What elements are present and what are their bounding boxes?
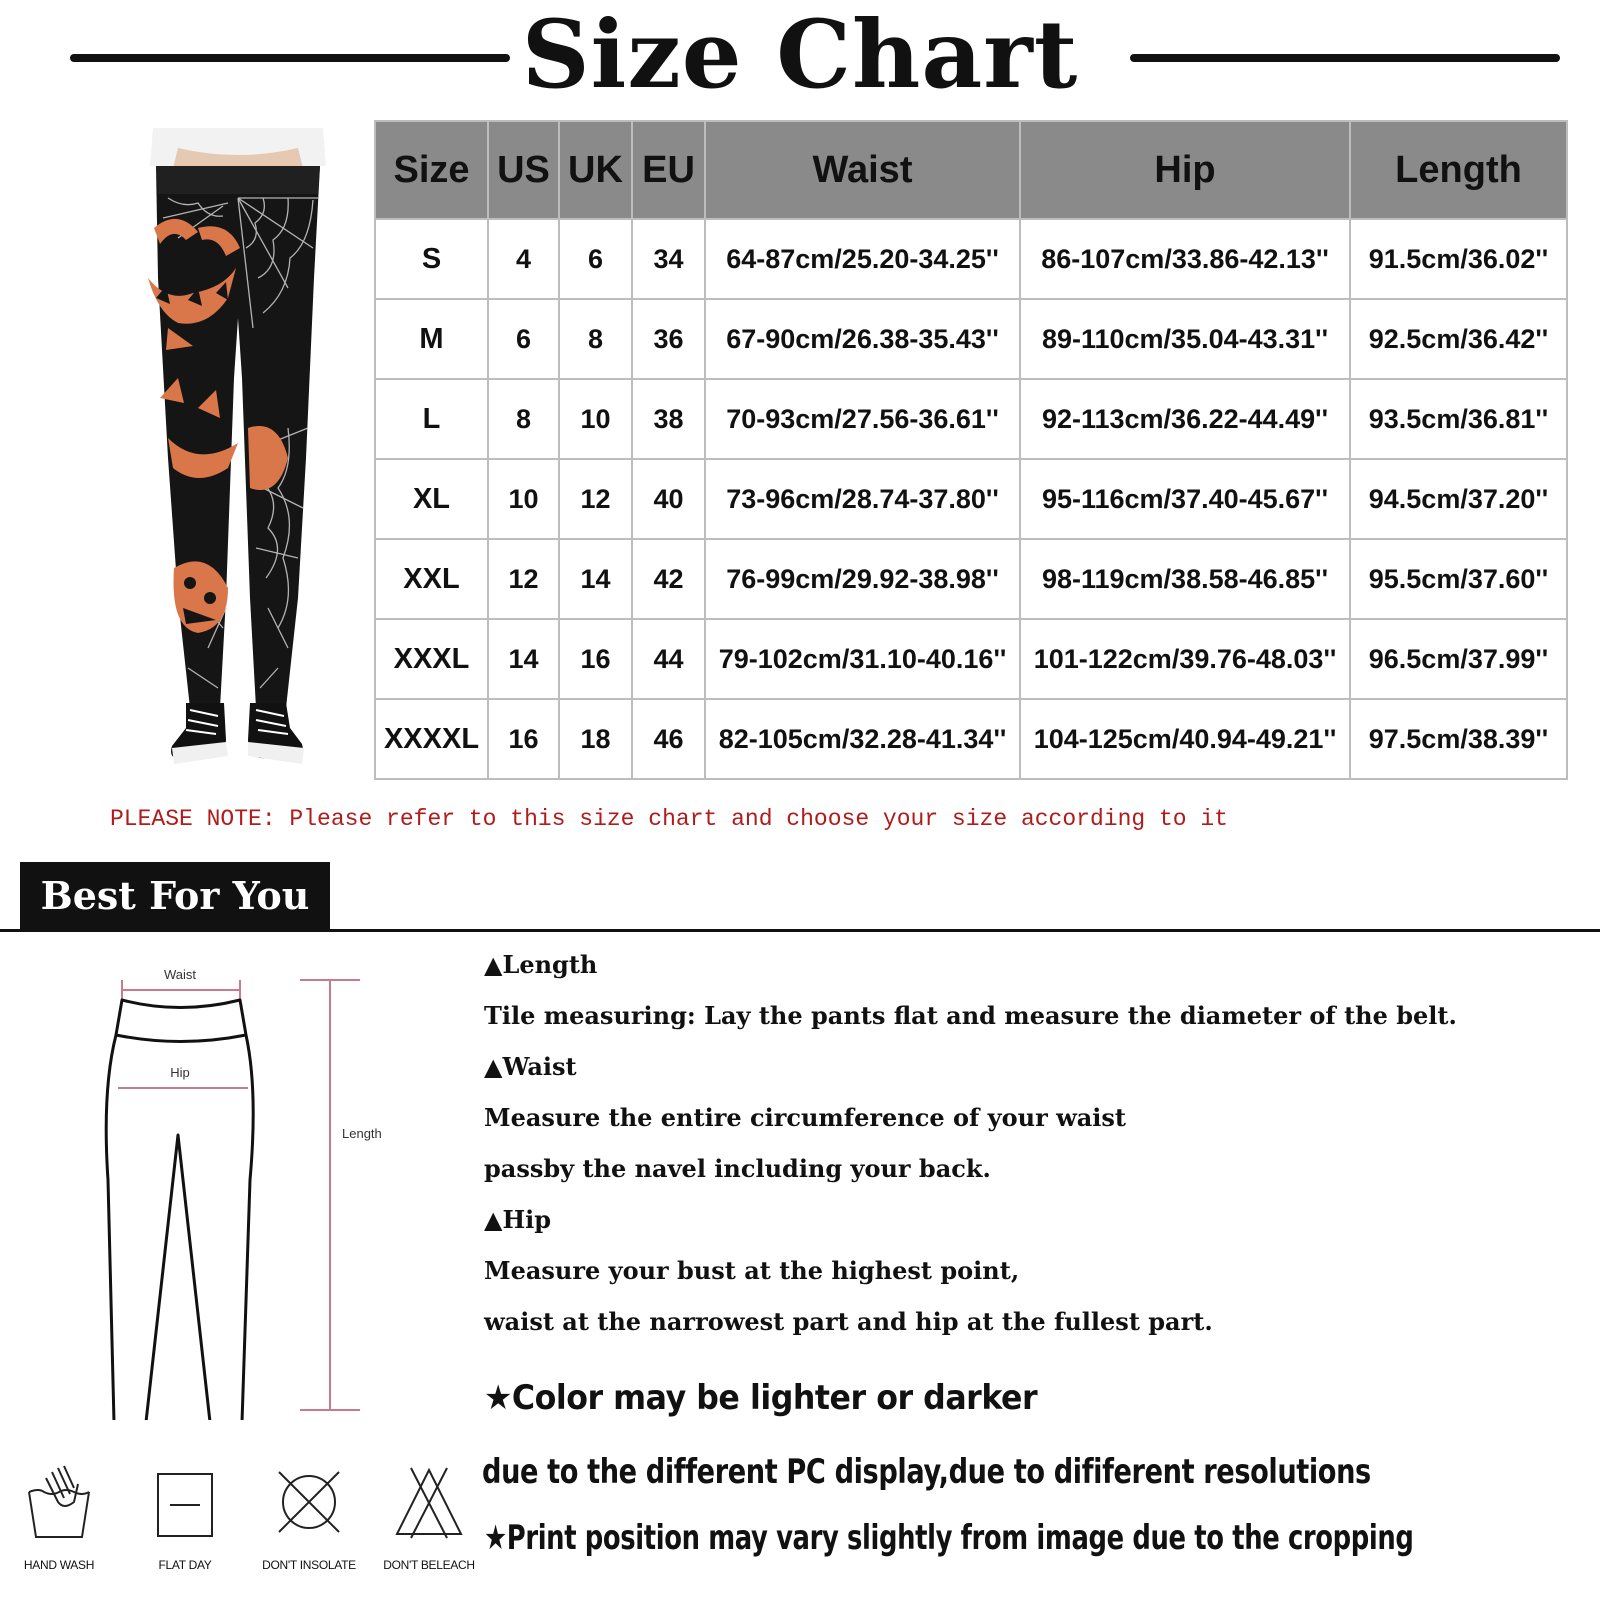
title-right-rule [1130,54,1560,62]
diagram-waist-label: Waist [163,967,197,982]
table-cell: 91.5cm/36.02'' [1350,219,1567,299]
display-notice: due to the different PC display,due to dififerent resolutions [482,1452,1371,1492]
table-cell: 6 [488,299,559,379]
table-cell: 34 [632,219,705,299]
table-cell: 89-110cm/35.04-43.31'' [1020,299,1350,379]
column-header: UK [559,121,632,219]
column-header: Waist [705,121,1020,219]
table-cell: 64-87cm/25.20-34.25'' [705,219,1020,299]
care-label: FLAT DAY [158,1558,212,1572]
table-cell: 38 [632,379,705,459]
table-cell: 94.5cm/37.20'' [1350,459,1567,539]
table-cell: 67-90cm/26.38-35.43'' [705,299,1020,379]
section-tab-best-for-you: Best For You [20,862,330,930]
table-cell: 42 [632,539,705,619]
instruction-text: Measure the entire circumference of your waist [484,1103,1127,1132]
table-cell: 36 [632,299,705,379]
instruction-text: passby the navel including your back. [484,1154,991,1183]
instruction-text: Measure your bust at the highest point, [484,1256,1020,1285]
table-cell: 18 [559,699,632,779]
care-flat-dry [130,1462,240,1572]
table-cell: 14 [559,539,632,619]
column-header: Hip [1020,121,1350,219]
size-note: PLEASE NOTE: Please refer to this size chart and choose your size according to it [110,806,1228,832]
table-cell: 8 [488,379,559,459]
table-cell: 46 [632,699,705,779]
table-cell: 40 [632,459,705,539]
table-cell: M [375,299,488,379]
instruction-heading-length: ▲Length [484,950,598,979]
column-header: EU [632,121,705,219]
measurement-diagram [90,960,420,1420]
product-image [138,128,338,788]
table-row [375,619,1567,699]
section-divider [0,929,1600,932]
do-not-tumble-dry-icon [269,1462,349,1542]
table-cell: XXXXL [375,699,488,779]
care-hand-wash [4,1462,114,1572]
title-left-rule [70,54,510,62]
table-row [375,219,1567,299]
diagram-length-label: Length [342,1126,382,1141]
table-cell: 104-125cm/40.94-49.21'' [1020,699,1350,779]
table-cell: 16 [559,619,632,699]
table-cell: 12 [488,539,559,619]
table-cell: S [375,219,488,299]
instruction-text: waist at the narrowest part and hip at the fullest part. [484,1307,1213,1336]
table-cell: 16 [488,699,559,779]
table-cell: XXXL [375,619,488,699]
table-cell: 76-99cm/29.92-38.98'' [705,539,1020,619]
table-cell: 82-105cm/32.28-41.34'' [705,699,1020,779]
do-not-bleach-icon [389,1462,469,1542]
care-label: DON'T BELEACH [383,1558,475,1572]
table-cell: 73-96cm/28.74-37.80'' [705,459,1020,539]
table-cell: 8 [559,299,632,379]
table-cell: 70-93cm/27.56-36.61'' [705,379,1020,459]
care-label: HAND WASH [23,1558,95,1572]
page-title: Size Chart [521,0,1079,110]
table-cell: 95-116cm/37.40-45.67'' [1020,459,1350,539]
table-cell: 93.5cm/36.81'' [1350,379,1567,459]
table-cell: 96.5cm/37.99'' [1350,619,1567,699]
instruction-heading-waist: ▲Waist [484,1052,577,1081]
table-cell: 79-102cm/31.10-40.16'' [705,619,1020,699]
print-position-notice: ★Print position may vary slightly from image due to the cropping [484,1518,1414,1558]
flat-dry-icon [150,1462,220,1542]
table-row [375,379,1567,459]
table-header-row [375,121,1567,219]
size-chart-table [374,120,1568,780]
table-cell: 44 [632,619,705,699]
table-row [375,539,1567,619]
table-cell: 95.5cm/37.60'' [1350,539,1567,619]
care-do-not-bleach [374,1462,484,1572]
table-row [375,459,1567,539]
table-cell: 97.5cm/38.39'' [1350,699,1567,779]
column-header: US [488,121,559,219]
table-cell: 6 [559,219,632,299]
table-cell: 98-119cm/38.58-46.85'' [1020,539,1350,619]
table-cell: 92-113cm/36.22-44.49'' [1020,379,1350,459]
color-notice: ★Color may be lighter or darker [484,1378,1038,1418]
care-do-not-tumble [254,1462,364,1572]
table-cell: 4 [488,219,559,299]
table-cell: 86-107cm/33.86-42.13'' [1020,219,1350,299]
table-cell: 92.5cm/36.42'' [1350,299,1567,379]
table-cell: 14 [488,619,559,699]
table-cell: L [375,379,488,459]
table-row [375,299,1567,379]
hand-wash-icon [24,1462,94,1542]
care-label: DON'T INSOLATE [262,1558,356,1572]
instruction-text: Tile measuring: Lay the pants flat and measure the diameter of the belt. [484,1001,1457,1030]
table-cell: 101-122cm/39.76-48.03'' [1020,619,1350,699]
table-cell: XXL [375,539,488,619]
column-header: Size [375,121,488,219]
table-cell: XL [375,459,488,539]
table-cell: 12 [559,459,632,539]
table-row [375,699,1567,779]
instruction-heading-hip: ▲Hip [484,1205,552,1234]
table-cell: 10 [488,459,559,539]
table-cell: 10 [559,379,632,459]
diagram-hip-label: Hip [170,1065,190,1080]
column-header: Length [1350,121,1567,219]
